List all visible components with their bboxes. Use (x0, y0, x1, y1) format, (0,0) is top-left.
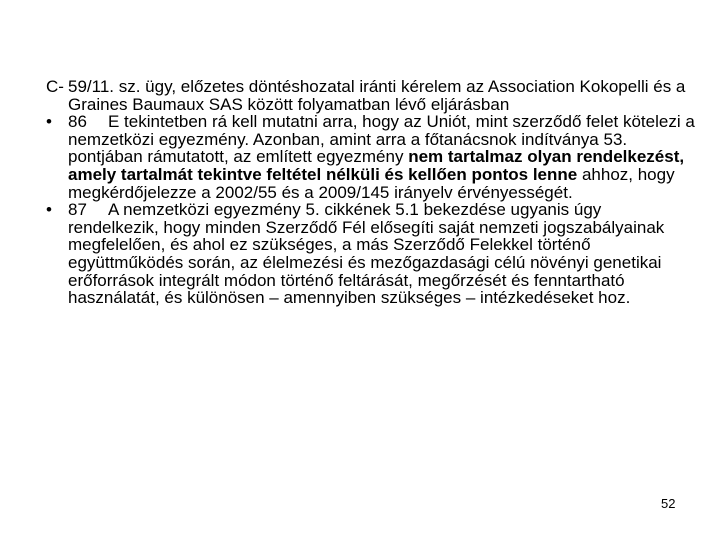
case-heading-text: 59/11. sz. ügy, előzetes döntéshozatal iránti kérelem az Association Kokopelli és a Graines Baumaux SAS között folyamatban lévő eljárásban (68, 77, 686, 114)
paragraph-number: 87 (68, 200, 87, 220)
bullet-paragraph-87 (46, 201, 696, 307)
case-heading (46, 78, 696, 113)
paragraph-text: A nemzetközi egyezmény 5. cikkének 5.1 bekezdése ugyanis úgy rendelkezik, hogy minden Szerződő Fél elősegíti saját nemzeti jogszabályainak megfelelően, és ahol ez szükséges, a más Szerződő Felekkel történő együttműködés során, az élelmezési és mezőgazdasági célú növényi genetikai erőforrások integrált módon történő feltárását, megőrzését és fenntartható használatát, és különösen – amennyiben szükséges – intézkedéseket hoz. (68, 200, 665, 308)
paragraph-text-end: ahhoz, hogy megkérdőjelezze a 2002/55 és a 2009/145 irányelv érvényességét. (68, 164, 675, 202)
bullet-icon: • (46, 200, 52, 220)
paragraph-number: 86 (68, 112, 87, 132)
bullet-paragraph-86 (46, 113, 696, 201)
bullet-icon: • (46, 112, 52, 132)
page-number: 52 (661, 496, 676, 511)
slide-body (46, 78, 696, 307)
paragraph-bold-text: nem tartalmaz olyan rendelkezést, amely tartalmát tekintve feltétel nélküli és kellően pontos lenne (68, 147, 685, 184)
case-prefix: C‑ (46, 77, 64, 96)
paragraph-text: E tekintetben rá kell mutatni arra, hogy az Uniót, mint szerződő felet kötelezi a nemzetközi egyezmény. Azonban, amint arra a főtanácsnok indítványa 53. pontjában rámutatott, az említett egyezmény (68, 112, 695, 167)
